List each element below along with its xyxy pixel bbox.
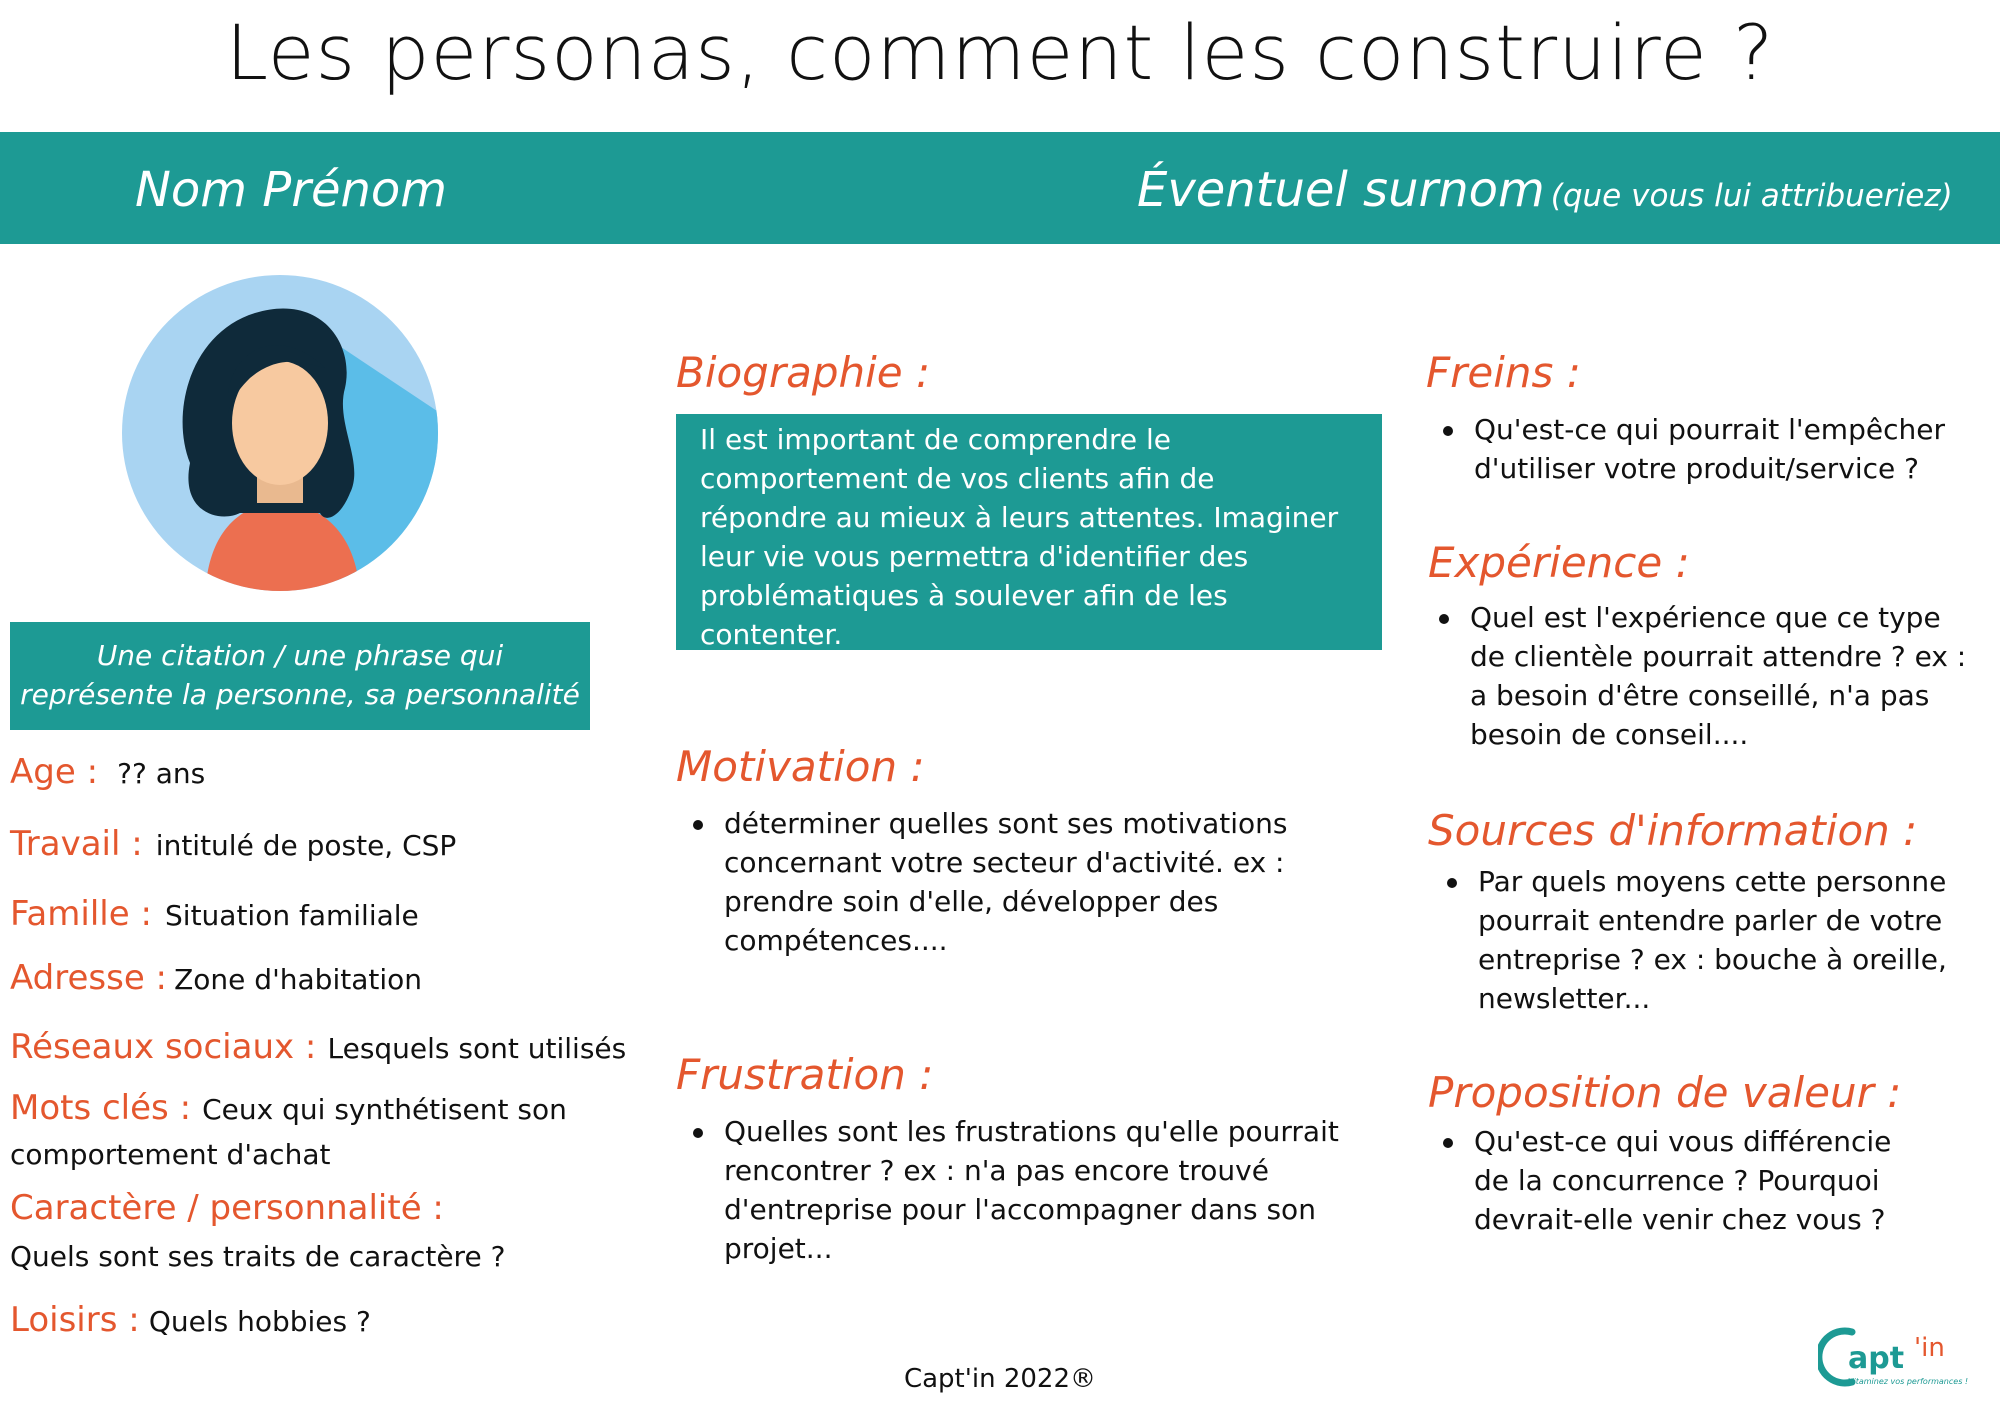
motivation-line: déterminer quelles sont ses motivations [724,807,1288,840]
famille-field [10,894,419,934]
motivation-line: prendre soin d'elle, développer des [724,885,1219,918]
sources-bullet [1478,862,1947,1018]
nickname-label: Éventuel surnom [1137,162,1545,218]
frustration-line: Quelles sont les frustrations qu'elle pourrait [724,1115,1339,1148]
bio-line: répondre au mieux à leurs attentes. Imaginer [700,501,1339,534]
quote-line-2: représente la personne, sa personnalité [20,678,580,711]
bullet-icon [1447,878,1457,888]
svg-text:'in: 'in [1914,1333,1945,1363]
age-label: Age : [10,752,99,792]
persona-banner [0,132,2000,244]
nickname-note: (que vous lui attribueriez) [1550,178,1953,214]
freins-line: Qu'est-ce qui pourrait l'empêcher [1474,413,1945,446]
caractere-value: Quels sont ses traits de caractère ? [10,1240,506,1273]
mots-cles-value-cont: comportement d'achat [10,1138,331,1171]
sources-title: Sources d'information : [1428,806,1918,855]
bio-line: leur vie vous permettra d'identifier des [700,540,1249,573]
bio-line: problématiques à soulever afin de les [700,579,1228,612]
svg-text:apt: apt [1848,1341,1905,1376]
mots-cles-label: Mots clés : [10,1088,192,1128]
reseaux-value: Lesquels sont utilisés [327,1032,627,1065]
proposition-line: devrait-elle venir chez vous ? [1474,1203,1886,1236]
bullet-icon [693,820,703,830]
proposition-title: Proposition de valeur : [1428,1068,1902,1117]
footer-copyright: Capt'in 2022® [903,1364,1097,1394]
freins-title: Freins : [1426,348,1581,397]
frustration-title: Frustration : [676,1050,934,1099]
bio-line: Il est important de comprendre le [700,423,1172,456]
bio-line: comportement de vos clients afin de [700,462,1215,495]
freins-bullet [1474,410,1945,488]
bullet-icon [693,1128,703,1138]
caractere-label: Caractère / personnalité : [10,1188,444,1228]
captin-logo-icon [1818,1324,1990,1390]
bullet-icon [1443,1138,1453,1148]
reseaux-label: Réseaux sociaux : [10,1027,317,1067]
mots-cles-field [10,1088,567,1128]
frustration-bullet [724,1112,1339,1268]
proposition-line: Qu'est-ce qui vous différencie [1474,1125,1892,1158]
experience-title: Expérience : [1428,538,1690,587]
biographie-title: Biographie : [676,348,931,397]
bullet-icon [1439,614,1449,624]
bio-line: contenter. [700,618,843,650]
persona-name: Nom Prénom [135,162,448,218]
loisirs-field [10,1300,371,1340]
famille-value: Situation familiale [165,899,419,932]
page-title: Les personas, comment les construire ? [225,8,1775,97]
sources-line: pourrait entendre parler de votre [1478,904,1943,937]
adresse-field [10,958,422,998]
experience-line: besoin de conseil.... [1470,718,1749,751]
adresse-value: Zone d'habitation [174,963,422,996]
famille-label: Famille : [10,894,152,934]
svg-text:Vitaminez vos performances !: Vitaminez vos performances ! [1848,1377,1969,1386]
motivation-line: compétences.... [724,924,948,957]
proposition-bullet [1474,1122,1891,1239]
sources-line: Par quels moyens cette personne [1478,865,1947,898]
loisirs-value: Quels hobbies ? [148,1305,371,1338]
experience-bullet [1470,598,1966,754]
sources-line: entreprise ? ex : bouche à oreille, [1478,943,1947,976]
proposition-line: de la concurrence ? Pourquoi [1474,1164,1880,1197]
adresse-label: Adresse : [10,958,168,998]
frustration-line: d'entreprise pour l'accompagner dans son [724,1193,1316,1226]
freins-line: d'utiliser votre produit/service ? [1474,452,1920,485]
experience-line: Quel est l'expérience que ce type [1470,601,1941,634]
quote-line-1: Une citation / une phrase qui [96,639,504,672]
age-field [10,752,205,792]
age-value: ?? ans [117,757,206,790]
travail-label: Travail : [10,824,143,864]
persona-nickname [1137,162,1953,218]
reseaux-field [10,1027,626,1067]
mots-cles-value: Ceux qui synthétisent son [202,1093,567,1126]
persona-quote [10,622,590,730]
experience-line: de clientèle pourrait attendre ? ex : [1470,640,1967,673]
biographie-box [676,414,1382,650]
woman-avatar-icon [120,273,440,593]
experience-line: a besoin d'être conseillé, n'a pas [1470,679,1930,712]
motivation-line: concernant votre secteur d'activité. ex : [724,846,1285,879]
motivation-title: Motivation : [676,742,925,791]
loisirs-label: Loisirs : [10,1300,140,1340]
bullet-icon [1443,426,1453,436]
frustration-line: rencontrer ? ex : n'a pas encore trouvé [724,1154,1269,1187]
motivation-bullet [724,804,1287,960]
travail-value: intitulé de poste, CSP [155,829,457,862]
sources-line: newsletter... [1478,982,1651,1015]
frustration-line: projet... [724,1232,833,1265]
travail-field [10,824,456,864]
